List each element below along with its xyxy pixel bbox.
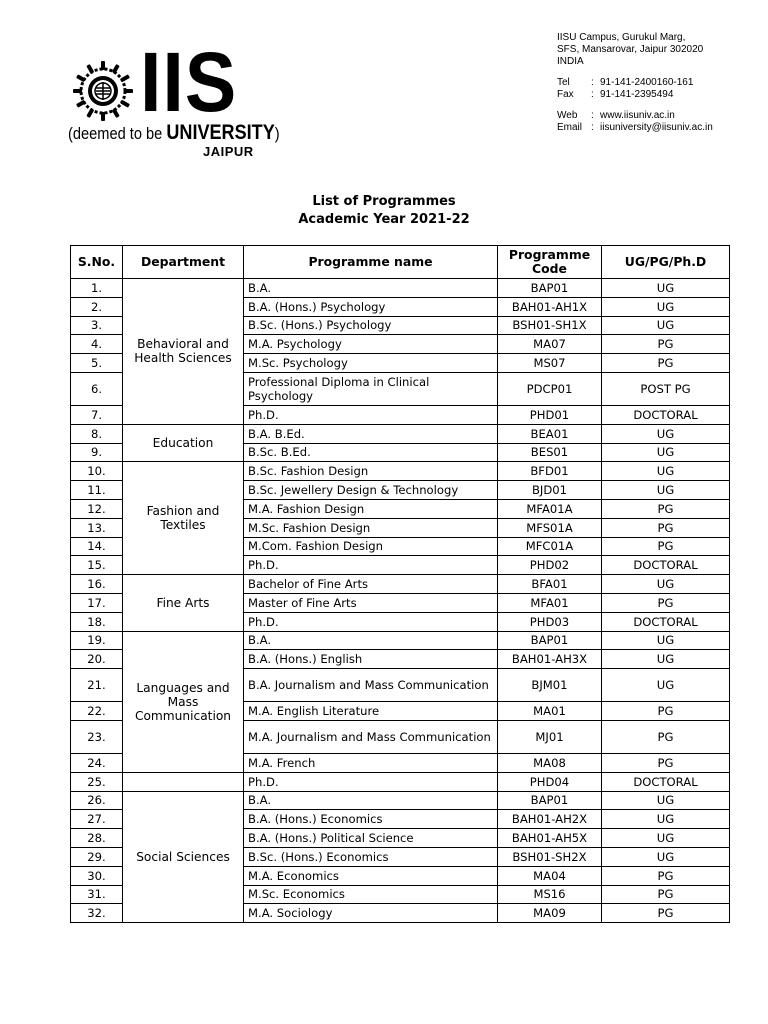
address-block <box>557 32 757 134</box>
cell-sno: 30. <box>71 866 123 885</box>
cell-sno: 1. <box>71 279 123 298</box>
cell-level: UG <box>602 279 730 298</box>
sun-emblem-icon <box>70 58 136 124</box>
cell-sno: 26. <box>71 791 123 810</box>
cell-level: DOCTORAL <box>602 772 730 791</box>
cell-sno: 12. <box>71 499 123 518</box>
cell-programme: M.A. Sociology <box>244 904 498 923</box>
cell-sno: 6. <box>71 372 123 405</box>
cell-programme: M.Com. Fashion Design <box>244 537 498 556</box>
cell-programme: Bachelor of Fine Arts <box>244 575 498 594</box>
cell-department: Fine Arts <box>123 575 244 631</box>
cell-level: UG <box>602 462 730 481</box>
cell-programme: Professional Diploma in Clinical Psychology <box>244 372 498 405</box>
cell-level: PG <box>602 885 730 904</box>
cell-programme: Ph.D. <box>244 612 498 631</box>
cell-code: PHD03 <box>498 612 602 631</box>
cell-programme: B.Sc. Jewellery Design & Technology <box>244 481 498 500</box>
cell-level: UG <box>602 791 730 810</box>
cell-level: DOCTORAL <box>602 556 730 575</box>
cell-programme: Ph.D. <box>244 772 498 791</box>
table-row <box>71 631 730 650</box>
cell-programme: M.A. Economics <box>244 866 498 885</box>
fax-row: Fax : 91-141-2395494 <box>557 89 674 100</box>
cell-sno: 2. <box>71 297 123 316</box>
cell-sno: 5. <box>71 354 123 373</box>
cell-level: PG <box>602 904 730 923</box>
cell-code: BAP01 <box>498 791 602 810</box>
cell-level: DOCTORAL <box>602 612 730 631</box>
cell-programme: M.A. Fashion Design <box>244 499 498 518</box>
cell-level: DOCTORAL <box>602 405 730 424</box>
cell-department: Behavioral and Health Sciences <box>123 279 244 425</box>
cell-sno: 27. <box>71 810 123 829</box>
cell-code: PHD01 <box>498 405 602 424</box>
cell-programme: B.A. (Hons.) Psychology <box>244 297 498 316</box>
cell-code: MA08 <box>498 753 602 772</box>
cell-code: MFS01A <box>498 518 602 537</box>
cell-sno: 16. <box>71 575 123 594</box>
cell-code: MA01 <box>498 702 602 721</box>
cell-level: PG <box>602 593 730 612</box>
cell-level: PG <box>602 518 730 537</box>
page-subtitle: Academic Year 2021-22 <box>298 212 470 227</box>
cell-code: MS16 <box>498 885 602 904</box>
cell-programme: B.Sc. (Hons.) Psychology <box>244 316 498 335</box>
cell-sno: 13. <box>71 518 123 537</box>
cell-sno: 31. <box>71 885 123 904</box>
cell-sno: 23. <box>71 720 123 753</box>
cell-code: BEA01 <box>498 424 602 443</box>
cell-sno: 20. <box>71 650 123 669</box>
cell-level: UG <box>602 847 730 866</box>
cell-level: UG <box>602 424 730 443</box>
web-row: Web : www.iisuniv.ac.in <box>557 110 675 121</box>
cell-code: MJ01 <box>498 720 602 753</box>
cell-sno: 19. <box>71 631 123 650</box>
cell-department: Social Sciences <box>123 791 244 923</box>
cell-programme: M.Sc. Fashion Design <box>244 518 498 537</box>
cell-code: BFD01 <box>498 462 602 481</box>
cell-code: BJM01 <box>498 669 602 702</box>
cell-code: BES01 <box>498 443 602 462</box>
cell-level: PG <box>602 335 730 354</box>
cell-programme: B.Sc. B.Ed. <box>244 443 498 462</box>
cell-code: BSH01-SH1X <box>498 316 602 335</box>
table-row <box>71 279 730 298</box>
cell-level: PG <box>602 720 730 753</box>
cell-code: BJD01 <box>498 481 602 500</box>
table-body <box>71 279 730 923</box>
cell-sno: 21. <box>71 669 123 702</box>
cell-programme: B.A. B.Ed. <box>244 424 498 443</box>
cell-sno: 9. <box>71 443 123 462</box>
cell-code: BAH01-AH1X <box>498 297 602 316</box>
cell-level: UG <box>602 810 730 829</box>
cell-sno: 7. <box>71 405 123 424</box>
cell-programme: M.Sc. Economics <box>244 885 498 904</box>
cell-sno: 18. <box>71 612 123 631</box>
cell-programme: B.Sc. (Hons.) Economics <box>244 847 498 866</box>
address-line: INDIA <box>557 56 584 67</box>
cell-sno: 28. <box>71 829 123 848</box>
cell-code: BAP01 <box>498 631 602 650</box>
logo-wordmark: IIS <box>140 35 238 129</box>
cell-code: PHD04 <box>498 772 602 791</box>
header-department: Department <box>123 246 244 279</box>
cell-code: MA09 <box>498 904 602 923</box>
address-line: IISU Campus, Gurukul Marg, <box>557 32 686 43</box>
table-row <box>71 772 730 791</box>
cell-level: PG <box>602 537 730 556</box>
cell-code: MA07 <box>498 335 602 354</box>
tel-row: Tel : 91-141-2400160-161 <box>557 77 694 88</box>
cell-sno: 11. <box>71 481 123 500</box>
header-level: UG/PG/Ph.D <box>602 246 730 279</box>
email-link[interactable]: iisuniversity@iisuniv.ac.in <box>600 122 713 133</box>
cell-sno: 3. <box>71 316 123 335</box>
cell-department <box>123 772 244 791</box>
email-row: Email : iisuniversity@iisuniv.ac.in <box>557 122 713 133</box>
cell-level: UG <box>602 443 730 462</box>
web-link[interactable]: www.iisuniv.ac.in <box>600 110 675 121</box>
cell-programme: B.A. <box>244 279 498 298</box>
cell-code: MFC01A <box>498 537 602 556</box>
cell-code: MS07 <box>498 354 602 373</box>
cell-sno: 10. <box>71 462 123 481</box>
cell-programme: B.A. (Hons.) Economics <box>244 810 498 829</box>
header-sno: S.No. <box>71 246 123 279</box>
cell-level: UG <box>602 669 730 702</box>
table-row <box>71 791 730 810</box>
cell-code: BAH01-AH2X <box>498 810 602 829</box>
cell-programme: B.A. Journalism and Mass Communication <box>244 669 498 702</box>
page-title: List of Programmes <box>312 194 456 209</box>
cell-level: UG <box>602 316 730 335</box>
table-header-row <box>71 246 730 279</box>
cell-level: UG <box>602 481 730 500</box>
cell-sno: 4. <box>71 335 123 354</box>
cell-department: Education <box>123 424 244 462</box>
logo-city: JAIPUR <box>203 144 254 159</box>
cell-sno: 24. <box>71 753 123 772</box>
cell-code: MFA01 <box>498 593 602 612</box>
cell-level: PG <box>602 354 730 373</box>
cell-level: UG <box>602 631 730 650</box>
cell-programme: M.A. Journalism and Mass Communication <box>244 720 498 753</box>
cell-level: PG <box>602 753 730 772</box>
cell-sno: 15. <box>71 556 123 575</box>
cell-programme: Master of Fine Arts <box>244 593 498 612</box>
cell-programme: Ph.D. <box>244 556 498 575</box>
logo-tagline: (deemed to be UNIVERSITY) <box>68 121 280 144</box>
cell-programme: M.Sc. Psychology <box>244 354 498 373</box>
cell-code: MFA01A <box>498 499 602 518</box>
cell-sno: 17. <box>71 593 123 612</box>
cell-sno: 32. <box>71 904 123 923</box>
table-row <box>71 462 730 481</box>
cell-code: PHD02 <box>498 556 602 575</box>
cell-level: PG <box>602 702 730 721</box>
cell-programme: M.A. English Literature <box>244 702 498 721</box>
cell-programme: Ph.D. <box>244 405 498 424</box>
university-logo <box>66 35 280 162</box>
cell-level: UG <box>602 650 730 669</box>
cell-sno: 25. <box>71 772 123 791</box>
cell-programme: B.A. (Hons.) Political Science <box>244 829 498 848</box>
cell-code: PDCP01 <box>498 372 602 405</box>
cell-code: MA04 <box>498 866 602 885</box>
cell-level: PG <box>602 866 730 885</box>
header-code: Programme Code <box>498 246 602 279</box>
cell-code: BSH01-SH2X <box>498 847 602 866</box>
programmes-table <box>70 245 730 923</box>
table-row <box>71 575 730 594</box>
address-line: SFS, Mansarovar, Jaipur 302020 <box>557 44 704 55</box>
cell-code: BAP01 <box>498 279 602 298</box>
cell-programme: M.A. French <box>244 753 498 772</box>
cell-department: Fashion and Textiles <box>123 462 244 575</box>
cell-programme: B.A. <box>244 791 498 810</box>
cell-programme: M.A. Psychology <box>244 335 498 354</box>
cell-code: BFA01 <box>498 575 602 594</box>
cell-sno: 14. <box>71 537 123 556</box>
cell-code: BAH01-AH3X <box>498 650 602 669</box>
table-row <box>71 424 730 443</box>
cell-programme: B.A. <box>244 631 498 650</box>
cell-sno: 22. <box>71 702 123 721</box>
cell-level: UG <box>602 297 730 316</box>
cell-department: Languages and Mass Communication <box>123 631 244 772</box>
cell-code: BAH01-AH5X <box>498 829 602 848</box>
cell-sno: 8. <box>71 424 123 443</box>
cell-programme: B.Sc. Fashion Design <box>244 462 498 481</box>
cell-level: PG <box>602 499 730 518</box>
header-programme: Programme name <box>244 246 498 279</box>
cell-level: UG <box>602 829 730 848</box>
cell-sno: 29. <box>71 847 123 866</box>
cell-level: UG <box>602 575 730 594</box>
cell-level: POST PG <box>602 372 730 405</box>
cell-programme: B.A. (Hons.) English <box>244 650 498 669</box>
